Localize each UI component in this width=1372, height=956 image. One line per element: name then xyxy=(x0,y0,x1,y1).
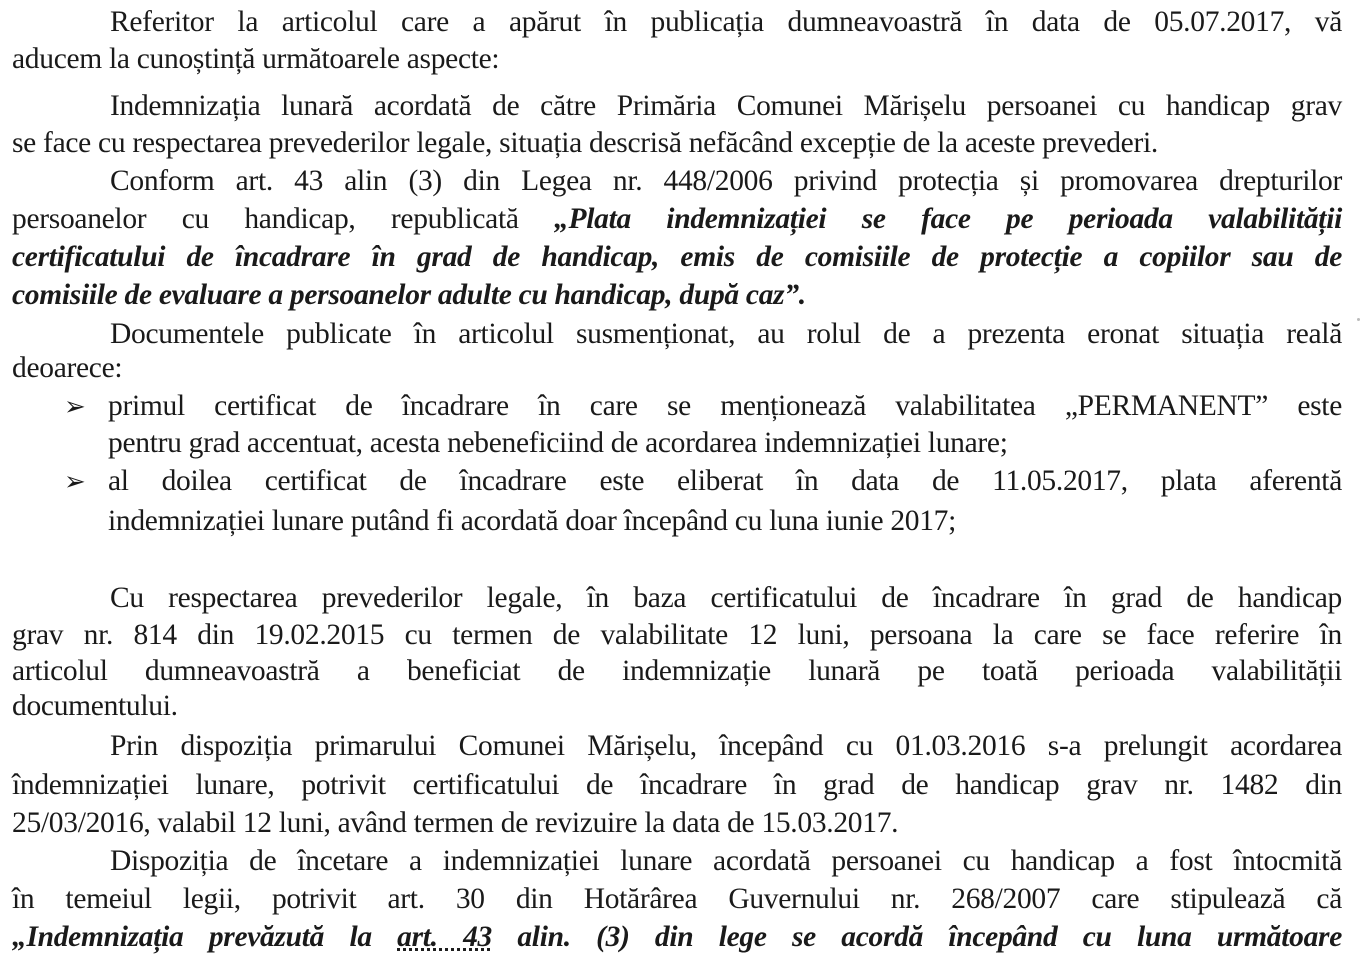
paragraph-6-line-3: 25/03/2016, valabil 12 luni, având termen de revizuire la data de 15.03.2017. xyxy=(12,807,899,839)
law-quote-line-2: certificatului de încadrare în grad de handicap, emis de comisiile de protecție a copiilor sau de xyxy=(12,241,1342,273)
arrow-bullet-icon: ➢ xyxy=(64,392,86,421)
scan-speck xyxy=(1357,318,1360,321)
article-43-link[interactable]: art. 43 xyxy=(397,921,492,953)
paragraph-1-line-2: aducem la cunoștință următoarele aspecte: xyxy=(12,43,500,75)
paragraph-5-line-2: grav nr. 814 din 19.02.2015 cu termen de valabilitate 12 luni, persoana la care se face referire în xyxy=(12,619,1342,651)
law-quote-start: „Plata indemnizației se face pe perioada valabilității xyxy=(554,203,1342,235)
law-quote-line-3: comisiile de evaluare a persoanelor adulte cu handicap, după caz”. xyxy=(12,279,806,311)
hg-quote-line-1 xyxy=(12,919,1342,956)
paragraph-7-line-2: în temeiul legii, potrivit art. 30 din Hotărârea Guvernului nr. 268/2007 care stipulează că xyxy=(12,883,1342,915)
bullet-1-line-1: primul certificat de încadrare în care se menționează valabilitatea „PERMANENT” este xyxy=(108,390,1342,422)
paragraph-3-line-2-plain: persoanelor cu handicap, republicată xyxy=(12,203,519,235)
bullet-1-line-2: pentru grad accentuat, acesta nebeneficiind de acordarea indemnizației lunare; xyxy=(108,427,1008,459)
paragraph-2-line-2: se face cu respectarea prevederilor legale, situația descrisă nefăcând excepție de la aceste prevederi. xyxy=(12,127,1158,159)
paragraph-7-line-1: Dispoziția de încetare a indemnizației lunare acordată persoanei cu handicap a fost întocmită xyxy=(110,845,1342,877)
bullet-2-line-1: al doilea certificat de încadrare este eliberat în data de 11.05.2017, plata aferentă xyxy=(108,465,1342,497)
paragraph-4-line-2: deoarece: xyxy=(12,352,123,384)
paragraph-5-line-1: Cu respectarea prevederilor legale, în baza certificatului de încadrare în grad de handicap xyxy=(110,582,1342,614)
paragraph-6-line-1: Prin dispoziția primarului Comunei Mărișelu, începând cu 01.03.2016 s-a prelungit acordarea xyxy=(110,730,1342,762)
paragraph-5-line-3: articolul dumneavoastră a beneficiat de indemnizație lunară pe toată perioada valabilității xyxy=(12,655,1342,687)
arrow-bullet-icon: ➢ xyxy=(64,467,86,496)
bullet-2-line-2: indemnizației lunare putând fi acordată doar începând cu luna iunie 2017; xyxy=(108,505,957,537)
paragraph-1-line-1: Referitor la articolul care a apărut în publicația dumneavoastră în data de 05.07.2017, vă xyxy=(110,6,1342,38)
paragraph-2-line-1: Indemnizația lunară acordată de către Primăria Comunei Mărișelu persoanei cu handicap grav xyxy=(110,90,1342,122)
paragraph-6-line-2: îndemnizației lunare, potrivit certificatului de încadrare în grad de handicap grav nr. 1482 din xyxy=(12,769,1342,801)
paragraph-5-line-4: documentului. xyxy=(12,690,178,722)
paragraph-3-line-1: Conform art. 43 alin (3) din Legea nr. 448/2006 privind protecția și promovarea drepturilor xyxy=(110,165,1342,197)
paragraph-3-line-2 xyxy=(12,201,1342,238)
hg-quote-start: „Indemnizația prevăzută la xyxy=(12,921,372,953)
paragraph-4-line-1: Documentele publicate în articolul susmenționat, au rolul de a prezenta eronat situația reală xyxy=(110,318,1342,350)
hg-quote-rest: alin. (3) din lege se acordă începând cu luna următoare xyxy=(517,921,1343,953)
